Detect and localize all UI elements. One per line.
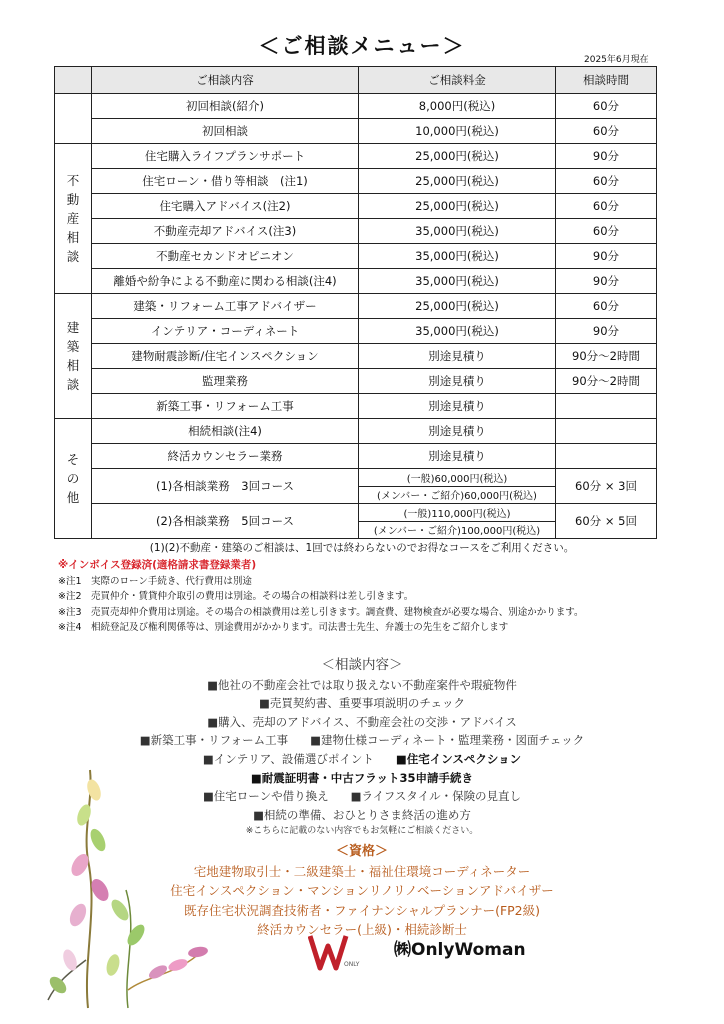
- group-other: そ の 他: [55, 419, 92, 539]
- table-row: [55, 219, 657, 244]
- row-fee: 25,000円(税込): [359, 194, 556, 219]
- row-content: 建物耐震診断/住宅インスペクション: [92, 344, 359, 369]
- header-fee: ご相談料金: [359, 67, 556, 94]
- row-content: 不動産売却アドバイス(注3): [92, 219, 359, 244]
- course-content: (2)各相談業務 5回コース: [92, 504, 359, 539]
- row-content: 監理業務: [92, 369, 359, 394]
- table-row: [55, 369, 657, 394]
- brand-logo-icon: [308, 932, 360, 972]
- header-time: 相談時間: [556, 67, 657, 94]
- row-fee: 35,000円(税込): [359, 319, 556, 344]
- table-row: [55, 444, 657, 469]
- consult-line: ■建物仕様コーディネート・監理業務・図面チェック: [310, 733, 585, 748]
- notes-section: [58, 558, 584, 636]
- row-fee: 10,000円(税込): [359, 119, 556, 144]
- consult-line: ■住宅ローンや借り換え: [202, 789, 329, 804]
- row-content: 不動産セカンドオピニオン: [92, 244, 359, 269]
- as-of-date: 2025年6月現在: [584, 55, 649, 65]
- consult-line: ■耐震証明書・中古フラット35申請手続き: [250, 770, 474, 785]
- table-row: [55, 194, 657, 219]
- row-fee: 別途見積り: [359, 369, 556, 394]
- row-time: [556, 419, 657, 444]
- consult-line: ■ライフスタイル・保険の見直し: [350, 789, 522, 804]
- row-content: 新築工事・リフォーム工事: [92, 394, 359, 419]
- row-time: 60分: [556, 194, 657, 219]
- note-line: ※注3 売買売却仲介費用は別途。その場合の相談費用は差し引きます。調査費、建物検査が必要な場合、別途かかります。: [58, 606, 584, 618]
- table-row: [55, 294, 657, 319]
- qualification-line: 既存住宅状況調査技術者・ファイナンシャルプランナー(FP2級): [184, 902, 540, 918]
- row-fee: 35,000円(税込): [359, 244, 556, 269]
- brand-name: ㈱OnlyWoman: [394, 940, 526, 960]
- consult-footnote: ※こちらに記載のない内容でもお気軽にご相談ください。: [245, 826, 479, 837]
- consult-line: ■相続の準備、おひとりさま終活の進め方: [253, 807, 471, 822]
- course-fee-member: (メンバー・ご紹介)100,000円(税込): [359, 521, 556, 539]
- table-row: [55, 244, 657, 269]
- row-fee: 35,000円(税込): [359, 219, 556, 244]
- group-real-estate: 不 動 産 相 談: [55, 144, 92, 294]
- invoice-registration: ※インボイス登録済(適格請求書登録業者): [58, 559, 257, 571]
- row-time: 90分～2時間: [556, 344, 657, 369]
- course-time: 60分 × 5回: [556, 504, 657, 539]
- consult-title: ＜相談内容＞: [321, 657, 403, 673]
- row-fee: 25,000円(税込): [359, 169, 556, 194]
- row-time: 90分: [556, 319, 657, 344]
- qualification-line: 終活カウンセラー(上級)・相続診断士: [257, 922, 467, 937]
- floral-decoration: [28, 760, 218, 1010]
- table-row: [55, 144, 657, 169]
- course-fee-general: (一般)110,000円(税込): [359, 504, 556, 522]
- row-fee: 別途見積り: [359, 444, 556, 469]
- table-row: [55, 119, 657, 144]
- row-time: 60分: [556, 94, 657, 119]
- note-line: ※注4 相続登記及び権利関係等は、別途費用がかかります。司法書士先生、弁護士の先生をご紹介します: [58, 622, 509, 633]
- row-time: [556, 394, 657, 419]
- course-content: (1)各相談業務 3回コース: [92, 469, 359, 504]
- qualification-line: 住宅インスペクション・マンションリノリノベーションアドバイザー: [170, 883, 554, 898]
- row-fee: 25,000円(税込): [359, 294, 556, 319]
- header-content: ご相談内容: [92, 67, 359, 94]
- row-fee: 35,000円(税込): [359, 269, 556, 294]
- course-note: (1)(2)不動産・建築のご相談は、1回では終わらないのでお得なコースをご利用ください。: [149, 542, 575, 554]
- row-content: 終活カウンセラー業務: [92, 444, 359, 469]
- group-building: 建 築 相 談: [55, 294, 92, 419]
- qualification-line: 宅地建物取引士・二級建築士・福祉住環境コーディネーター: [193, 863, 531, 879]
- page-title: ＜ご相談メニュー＞: [258, 34, 466, 58]
- table-row: [55, 169, 657, 194]
- consult-line: ■新築工事・リフォーム工事: [139, 733, 289, 748]
- row-fee: 25,000円(税込): [359, 144, 556, 169]
- course-row: [55, 469, 657, 487]
- course-fee-member: (メンバー・ご紹介)60,000円(税込): [359, 486, 556, 504]
- table-header-row: [55, 67, 657, 94]
- row-time: 90分: [556, 144, 657, 169]
- qualifications-title: ＜資格＞: [335, 844, 388, 859]
- course-fee-general: (一般)60,000円(税込): [359, 469, 556, 487]
- row-fee: 別途見積り: [359, 344, 556, 369]
- row-content: 相続相談(注4): [92, 419, 359, 444]
- consultation-menu-table: [54, 66, 657, 539]
- group-blank: [55, 94, 92, 144]
- row-fee: 別途見積り: [359, 394, 556, 419]
- consult-line: ■住宅インスペクション: [395, 751, 522, 766]
- consult-line: ■インテリア、設備選びポイント: [202, 751, 374, 766]
- course-time: 60分 × 3回: [556, 469, 657, 504]
- table-row: [55, 344, 657, 369]
- row-time: 90分: [556, 244, 657, 269]
- row-time: 60分: [556, 294, 657, 319]
- row-content: 離婚や紛争による不動産に関わる相談(注4): [92, 269, 359, 294]
- row-time: 90分: [556, 269, 657, 294]
- consult-line-pair: [0, 731, 724, 750]
- table-row: [55, 94, 657, 119]
- note-line: ※注1 実際のローン手続き、代行費用は別途: [58, 575, 252, 587]
- consult-line: ■購入、売却のアドバイス、不動産会社の交渉・アドバイス: [207, 714, 517, 729]
- row-time: 60分: [556, 219, 657, 244]
- consult-line: ■他社の不動産会社では取り扱えない不動産案件や瑕疵物件: [207, 677, 517, 692]
- row-time: 90分～2時間: [556, 369, 657, 394]
- row-content: 初回相談(紹介): [92, 94, 359, 119]
- table-row: [55, 394, 657, 419]
- table-row: [55, 319, 657, 344]
- row-time: 60分: [556, 169, 657, 194]
- row-content: 住宅ローン・借り等相談 (注1): [92, 169, 359, 194]
- row-fee: 8,000円(税込): [359, 94, 556, 119]
- course-row: [55, 504, 657, 522]
- row-content: 住宅購入ライフプランサポート: [92, 144, 359, 169]
- note-line: ※注2 売買仲介・賃貸仲介取引の費用は別途。その場合の相談料は差し引きます。: [58, 591, 414, 602]
- header-category: [55, 67, 92, 94]
- row-fee: 別途見積り: [359, 419, 556, 444]
- row-content: 住宅購入アドバイス(注2): [92, 194, 359, 219]
- brand-logo-text: ONLY: [344, 961, 360, 968]
- row-content: 建築・リフォーム工事アドバイザー: [92, 294, 359, 319]
- row-time: 60分: [556, 119, 657, 144]
- consult-line: ■売買契約書、重要事項説明のチェック: [258, 696, 466, 711]
- row-time: [556, 444, 657, 469]
- row-content: 初回相談: [92, 119, 359, 144]
- row-content: インテリア・コーディネート: [92, 319, 359, 344]
- table-row: [55, 269, 657, 294]
- table-row: [55, 419, 657, 444]
